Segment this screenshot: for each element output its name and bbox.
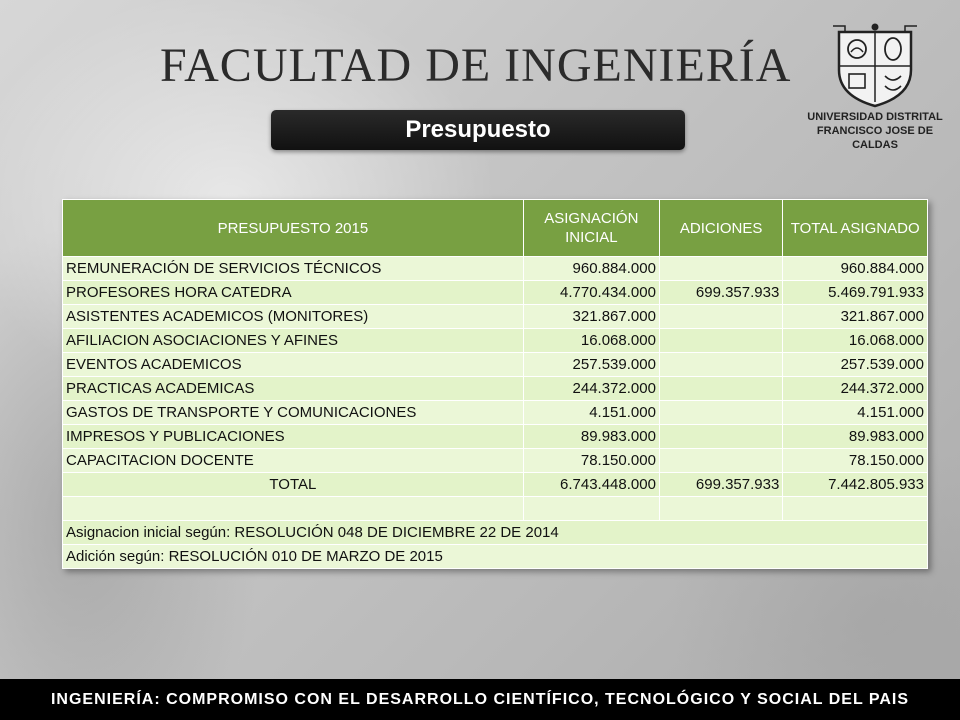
row-inicial: 321.867.000 bbox=[523, 305, 659, 329]
row-total: 16.068.000 bbox=[783, 329, 928, 353]
row-total: 257.539.000 bbox=[783, 353, 928, 377]
note-row bbox=[63, 545, 928, 569]
row-adiciones bbox=[659, 305, 782, 329]
total-inicial: 6.743.448.000 bbox=[523, 473, 659, 497]
section-banner-label: Presupuesto bbox=[405, 116, 551, 143]
row-inicial: 960.884.000 bbox=[523, 257, 659, 281]
row-total: 89.983.000 bbox=[783, 425, 928, 449]
column-header-asignacion-inicial: ASIGNACIÓN INICIAL bbox=[523, 200, 659, 257]
row-concepto: IMPRESOS Y PUBLICACIONES bbox=[63, 425, 524, 449]
table-row bbox=[63, 257, 928, 281]
row-inicial: 89.983.000 bbox=[523, 425, 659, 449]
row-inicial: 244.372.000 bbox=[523, 377, 659, 401]
empty-row bbox=[63, 497, 928, 521]
table-row bbox=[63, 377, 928, 401]
row-inicial: 16.068.000 bbox=[523, 329, 659, 353]
row-adiciones: 699.357.933 bbox=[659, 281, 782, 305]
page-title: FACULTAD DE INGENIERÍA bbox=[160, 39, 792, 92]
total-adiciones: 699.357.933 bbox=[659, 473, 782, 497]
row-total: 321.867.000 bbox=[783, 305, 928, 329]
table-header-row bbox=[63, 200, 928, 257]
total-total: 7.442.805.933 bbox=[783, 473, 928, 497]
row-adiciones bbox=[659, 425, 782, 449]
footer-banner bbox=[0, 679, 960, 720]
empty-cell bbox=[659, 497, 782, 521]
total-label: TOTAL bbox=[63, 473, 524, 497]
table-row bbox=[63, 401, 928, 425]
row-total: 244.372.000 bbox=[783, 377, 928, 401]
row-inicial: 78.150.000 bbox=[523, 449, 659, 473]
column-header-adiciones: ADICIONES bbox=[659, 200, 782, 257]
column-header-total-asignado: TOTAL ASIGNADO bbox=[783, 200, 928, 257]
row-concepto: EVENTOS ACADEMICOS bbox=[63, 353, 524, 377]
logo-caption bbox=[800, 110, 950, 152]
row-concepto: CAPACITACION DOCENTE bbox=[63, 449, 524, 473]
row-inicial: 257.539.000 bbox=[523, 353, 659, 377]
row-adiciones bbox=[659, 257, 782, 281]
column-header-concepto: PRESUPUESTO 2015 bbox=[63, 200, 524, 257]
note-row bbox=[63, 521, 928, 545]
table-row bbox=[63, 305, 928, 329]
row-total: 4.151.000 bbox=[783, 401, 928, 425]
table-row bbox=[63, 449, 928, 473]
empty-cell bbox=[783, 497, 928, 521]
row-adiciones bbox=[659, 401, 782, 425]
row-adiciones bbox=[659, 449, 782, 473]
table-row bbox=[63, 281, 928, 305]
row-concepto: PRACTICAS ACADEMICAS bbox=[63, 377, 524, 401]
logo-line-2: FRANCISCO JOSE DE CALDAS bbox=[816, 125, 934, 151]
empty-cell bbox=[523, 497, 659, 521]
row-concepto: REMUNERACIÓN DE SERVICIOS TÉCNICOS bbox=[63, 257, 524, 281]
coat-of-arms-icon bbox=[825, 22, 925, 108]
row-inicial: 4.151.000 bbox=[523, 401, 659, 425]
row-concepto: GASTOS DE TRANSPORTE Y COMUNICACIONES bbox=[63, 401, 524, 425]
section-banner bbox=[271, 110, 685, 150]
empty-cell bbox=[63, 497, 524, 521]
row-total: 5.469.791.933 bbox=[783, 281, 928, 305]
university-logo bbox=[800, 22, 950, 162]
row-adiciones bbox=[659, 329, 782, 353]
note-initial-allocation: Asignacion inicial según: RESOLUCIÓN 048 DE DICIEMBRE 22 DE 2014 bbox=[63, 521, 928, 545]
row-total: 78.150.000 bbox=[783, 449, 928, 473]
table-row bbox=[63, 353, 928, 377]
row-inicial: 4.770.434.000 bbox=[523, 281, 659, 305]
row-concepto: ASISTENTES ACADEMICOS (MONITORES) bbox=[63, 305, 524, 329]
logo-line-1: UNIVERSIDAD DISTRITAL bbox=[807, 111, 943, 123]
footer-text: INGENIERÍA: COMPROMISO CON EL DESARROLLO CIENTÍFICO, TECNOLÓGICO Y SOCIAL DEL PAIS bbox=[50, 690, 910, 708]
total-row bbox=[63, 473, 928, 497]
row-concepto: PROFESORES HORA CATEDRA bbox=[63, 281, 524, 305]
row-adiciones bbox=[659, 377, 782, 401]
row-adiciones bbox=[659, 353, 782, 377]
table-row bbox=[63, 425, 928, 449]
row-total: 960.884.000 bbox=[783, 257, 928, 281]
row-concepto: AFILIACION ASOCIACIONES Y AFINES bbox=[63, 329, 524, 353]
note-addition: Adición según: RESOLUCIÓN 010 DE MARZO DE 2015 bbox=[63, 545, 928, 569]
budget-table bbox=[62, 199, 928, 569]
table-row bbox=[63, 329, 928, 353]
